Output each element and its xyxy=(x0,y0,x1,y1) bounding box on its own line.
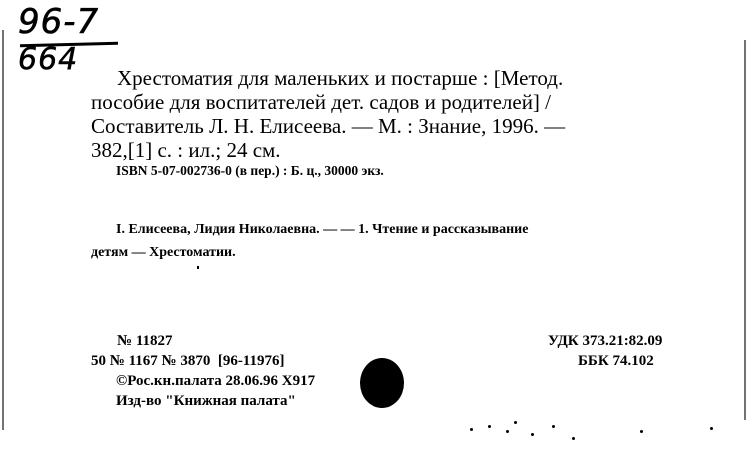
scan-noise xyxy=(710,427,713,430)
registration-block xyxy=(91,331,315,411)
scan-noise xyxy=(514,421,517,424)
description-line: Хрестоматия для маленьких и постарше : [Метод. xyxy=(117,66,564,90)
description-line: Составитель Л. Н. Елисеева. — М. : Знание, 1996. — xyxy=(91,114,566,138)
registration-line: 50 № 1167 № 3870 [96-11976] xyxy=(91,353,285,369)
scan-noise xyxy=(572,437,575,440)
description-line: пособие для воспитателей дет. садов и родителей] / xyxy=(91,90,552,114)
isbn-line: ISBN 5-07-002736-0 (в пер.) : Б. ц., 30000 экз. xyxy=(116,163,384,178)
tracing-line: I. Елисеева, Лидия Николаевна. — — 1. Чтение и рассказывание xyxy=(116,222,529,237)
tracing-line: детям — Хрестоматии. xyxy=(91,245,236,260)
stray-mark xyxy=(197,266,199,269)
bibliographic-description xyxy=(91,66,691,162)
scan-noise xyxy=(640,430,643,433)
scan-noise xyxy=(506,430,509,433)
bbk-index: ББК 74.102 xyxy=(578,353,654,369)
punch-hole xyxy=(360,358,404,408)
registration-line: ©Рос.кн.палата 28.06.96 X917 xyxy=(116,373,316,389)
scan-noise xyxy=(488,425,491,428)
registration-line: № 11827 xyxy=(117,333,173,349)
card-edge-right xyxy=(744,40,746,420)
scan-noise xyxy=(470,428,473,431)
shelfmark xyxy=(14,2,124,77)
shelfmark-top: 96-7 xyxy=(18,2,100,42)
scan-noise xyxy=(552,425,555,428)
description-line: 382,[1] с. : ил.; 24 см. xyxy=(91,138,281,162)
card-edge-left xyxy=(2,30,4,430)
registration-line: Изд-во "Книжная палата" xyxy=(116,393,296,409)
classification-block xyxy=(548,331,662,371)
tracings xyxy=(91,218,687,264)
udk-index: УДК 373.21:82.09 xyxy=(548,333,663,349)
shelfmark-bottom: 664 xyxy=(18,42,79,77)
scan-noise xyxy=(531,433,534,436)
